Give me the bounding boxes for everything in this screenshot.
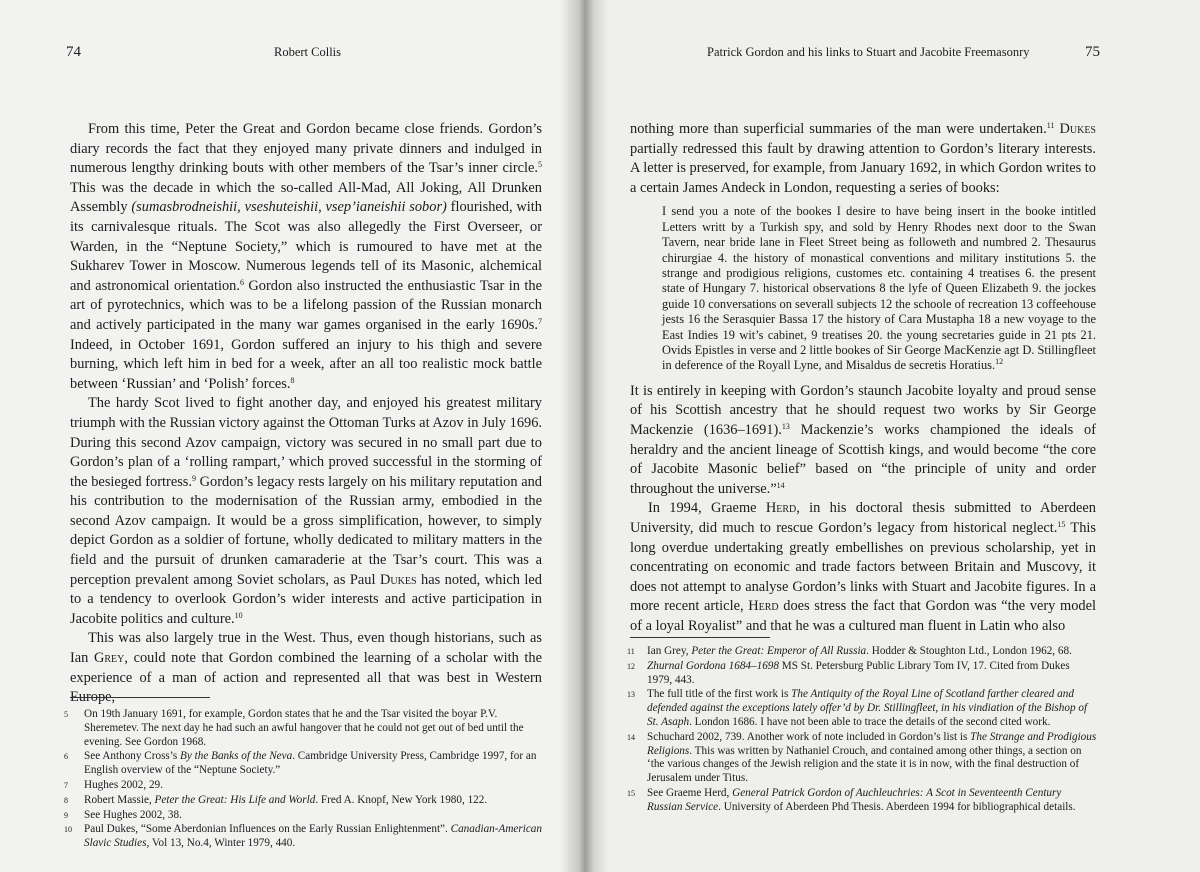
paragraph: nothing more than superficial summaries of the man were undertaken.$^{11}$ Dukes partially redressed this fault by drawing attention to Gordon’s literary interests. A letter is preserved, for example, from January 1692, in which Gordon writes to a certain James Andeck in London, requesting a series of books: <box>630 121 1096 196</box>
body-text <box>70 120 542 708</box>
page-number: 75 <box>1085 44 1100 60</box>
footnote: 9 See Hughes 2002, 38. <box>64 808 182 821</box>
paragraph: The hardy Scot lived to fight another day, and enjoyed his greatest military triumph with the Russian victory against the Ottoman Turks at Azov in July 1696. During this second Azov campaign, victory was secured in no small part due to Gordon’s plan of a ‘rolling rampart,’ which proved successful in the storming of the besieged fortress.$^9$ Gordon’s legacy rests largely on his military reputation and his contribution to the modernisation of the Russian army, embodied in the second Azov campaign. It would be a gross simplification, however, to simply depict Gordon as a soldier of fortune, wholly dedicated to military matters in the field and the pursuit of drunken camaraderie at the Tsar’s court. This was a perception prevalent among Soviet scholars, as Paul Dukes has noted, which led to a tendency to overlook Gordon’s wider interests and active participation in Jacobite politics and culture.$^{10}$ <box>70 395 542 627</box>
footnotes <box>623 645 1097 816</box>
footnote-ref: 5 <box>538 160 542 170</box>
footnote-ref: 15 <box>1057 520 1066 529</box>
footnote-ref: 6 <box>239 277 244 287</box>
footnote-ref: 8 <box>290 375 295 385</box>
footnote-rule <box>70 697 210 698</box>
footnotes <box>60 708 546 852</box>
footnote-ref: 13 <box>781 422 790 432</box>
footnote-ref: 7 <box>538 316 542 326</box>
footnote: 5 On 19th January 1691, for example, Gordon states that he and the Tsar visited the boyar P.V. Sheremetev. The next day he had such an awful hangover that he could not get out of bed until the evening. See Gordon 1968. <box>64 708 524 748</box>
footnote-ref: 14 <box>776 480 785 490</box>
running-head: Patrick Gordon and his links to Stuart and Jacobite Freemasonry <box>707 45 1030 59</box>
footnote-rule <box>630 637 770 638</box>
footnote-ref: 12 <box>995 357 1004 367</box>
footnote-ref: 11 <box>1046 121 1055 130</box>
body-text <box>630 120 1096 637</box>
book-gutter <box>560 0 608 872</box>
footnote: 8 Robert Massie, Peter the Great: His Life and World. Fred A. Knopf, New York 1980, 122. <box>64 793 488 806</box>
footnote: 7 Hughes 2002, 29. <box>64 778 163 791</box>
running-head: Robert Collis <box>274 45 342 59</box>
footnote-ref: 9 <box>192 473 196 483</box>
footnote: 12 Zhurnal Gordona 1684–1698 MS St. Petersburg Public Library Tom IV, 17. Cited from Dukes 1979, 443. <box>627 659 1070 686</box>
footnote: 13 The full title of the first work is The Antiquity of the Royal Line of Scotland farther cleared and defended against the exceptions lately offer’d by Dr. Stillingfleet, in his vindiation of the Bishop of St. Asaph. London 1686. I have not been able to trace the details of the second cited work. <box>627 688 1088 728</box>
footnote: 15 See Graeme Herd, General Patrick Gordon of Auchleuchries: A Scot in Seventeenth Century Russian Service. University of Aberdeen Phd Thesis. Aberdeen 1994 for bibliographical details. <box>627 786 1076 813</box>
block-quote: I send you a note of the bookes I desire to have being insert in the booke intitled Letters writt by a Turkish spy, and sold by Henry Rhodes next door to the Swan Tavern, near bride lane in Fleet Street being as followeth and numbred 2. Thesaurus chirurgiae 4. the history of monastical conventions and military institutions 5. the strange and prodigious religions, customes etc. containing 4 treatises 6. the present state of Hungary 7. historical observations 8 the lyfe of Queen Elizabeth 9. the jockes guide 10 conversations on severall subjects 12 the schoole of recreation 13 coffeehouse jests 16 the Serasquier Bassa 17 the history of Cara Mustapha 18 a new voyage to the East Indies 19 wit’s cabinet, 9 treatises 20. the young secretaries guide in 21 pts 21. Ovids Epistles in verse and 2 little bookes of Sir George MacKenzie agt D. Stillingfleet in deference of the Royall Lyne, and Misaldus de secretis Horatius.$^{12}$ <box>662 204 1096 373</box>
footnote: 10 Paul Dukes, “Some Aberdonian Influences on the Early Russian Enlightenment”. Canadian-American Slavic Studies, Vol 13, No.4, Winter 1979, 440. <box>64 823 542 850</box>
paragraph: It is entirely in keeping with Gordon’s staunch Jacobite loyalty and proud sense of his Scottish ancestry that he should request two works by Sir George Mackenzie (1636–1691).$^{13}$ Mackenzie’s works championed the ideals of heraldry and the ancient lineage of Scottish kings, and would become “the core of Jacobite Masonic belief” based on “the principle of unity and order throughout the universe.”$^{14}$ <box>630 382 1096 497</box>
right-page <box>585 0 1200 872</box>
footnote: 14 Schuchard 2002, 739. Another work of note included in Gordon’s list is The Strange and Prodigious Religions. This was written by Nathaniel Crouch, and contained among other things, a section on ‘the various changes of the Jewish religion and the state it is in now, with the final destruction of Jerusalem under Titus. <box>627 730 1097 785</box>
footnote-ref: 10 <box>234 610 243 620</box>
footnote: 11 Ian Grey, Peter the Great: Emperor of All Russia. Hodder & Stoughton Ltd., London 1962, 68. <box>627 645 1072 657</box>
footnote: 6 See Anthony Cross’s By the Banks of the Neva. Cambridge University Press, Cambridge 1997, for an English overview of the “Neptune Society.” <box>64 750 537 777</box>
paragraph: This was also largely true in the West. Thus, even though historians, such as Ian Grey, could note that Gordon combined the learning of a scholar with the experience of a man of action and represented all that was best in Western Europe, <box>70 630 542 706</box>
paragraph: In 1994, Graeme Herd, in his doctoral thesis submitted to Aberdeen University, did much to rescue Gordon’s legacy from historical neglect.$^{15}$ This long overdue undertaking greatly embellishes on previous scholarship, yet in concentrating on economic and trade factors between Britain and Muscovy, it does not attempt to analyse Gordon’s links with Stuart and Jacobite figures. In a more recent article, Herd does stress the fact that Gordon was “the very model of a loyal Royalist” and that he was a cultured man fluent in Latin who also <box>630 500 1096 634</box>
page-number: 74 <box>66 44 81 60</box>
paragraph: From this time, Peter the Great and Gordon became close friends. Gordon’s diary records the fact that they enjoyed many private dinners and indulged in numerous lengthy drinking bouts with other members of the Tsar’s inner circle.$^5$ This was the decade in which the so-called All-Mad, All Joking, All Drunken Assembly (sumasbrodneishii, vseshuteishii, vsep’ianeishii sobor) flourished, with its carnivalesque rituals. The Scot was also allegedly the First Overseer, or Warden, in the “Neptune Society,” which is rumoured to have met at the Sukharev Tower in Moscow. Numerous legends tell of its Masonic, alchemical and astronomical orientation.$^6$ Gordon also instructed the enthusiastic Tsar in the art of pyrotechnics, which was to be a lifelong passion of the Russian monarch and actively participated in the many war games organised in the early 1690s.$^7$ Indeed, in October 1691, Gordon suffered an injury to his thigh and severe burning, which left him in bed for a week, after an all too realistic mock battle between ‘Russian’ and ‘Polish’ forces.$^8$ <box>70 121 542 392</box>
left-page <box>0 0 585 872</box>
